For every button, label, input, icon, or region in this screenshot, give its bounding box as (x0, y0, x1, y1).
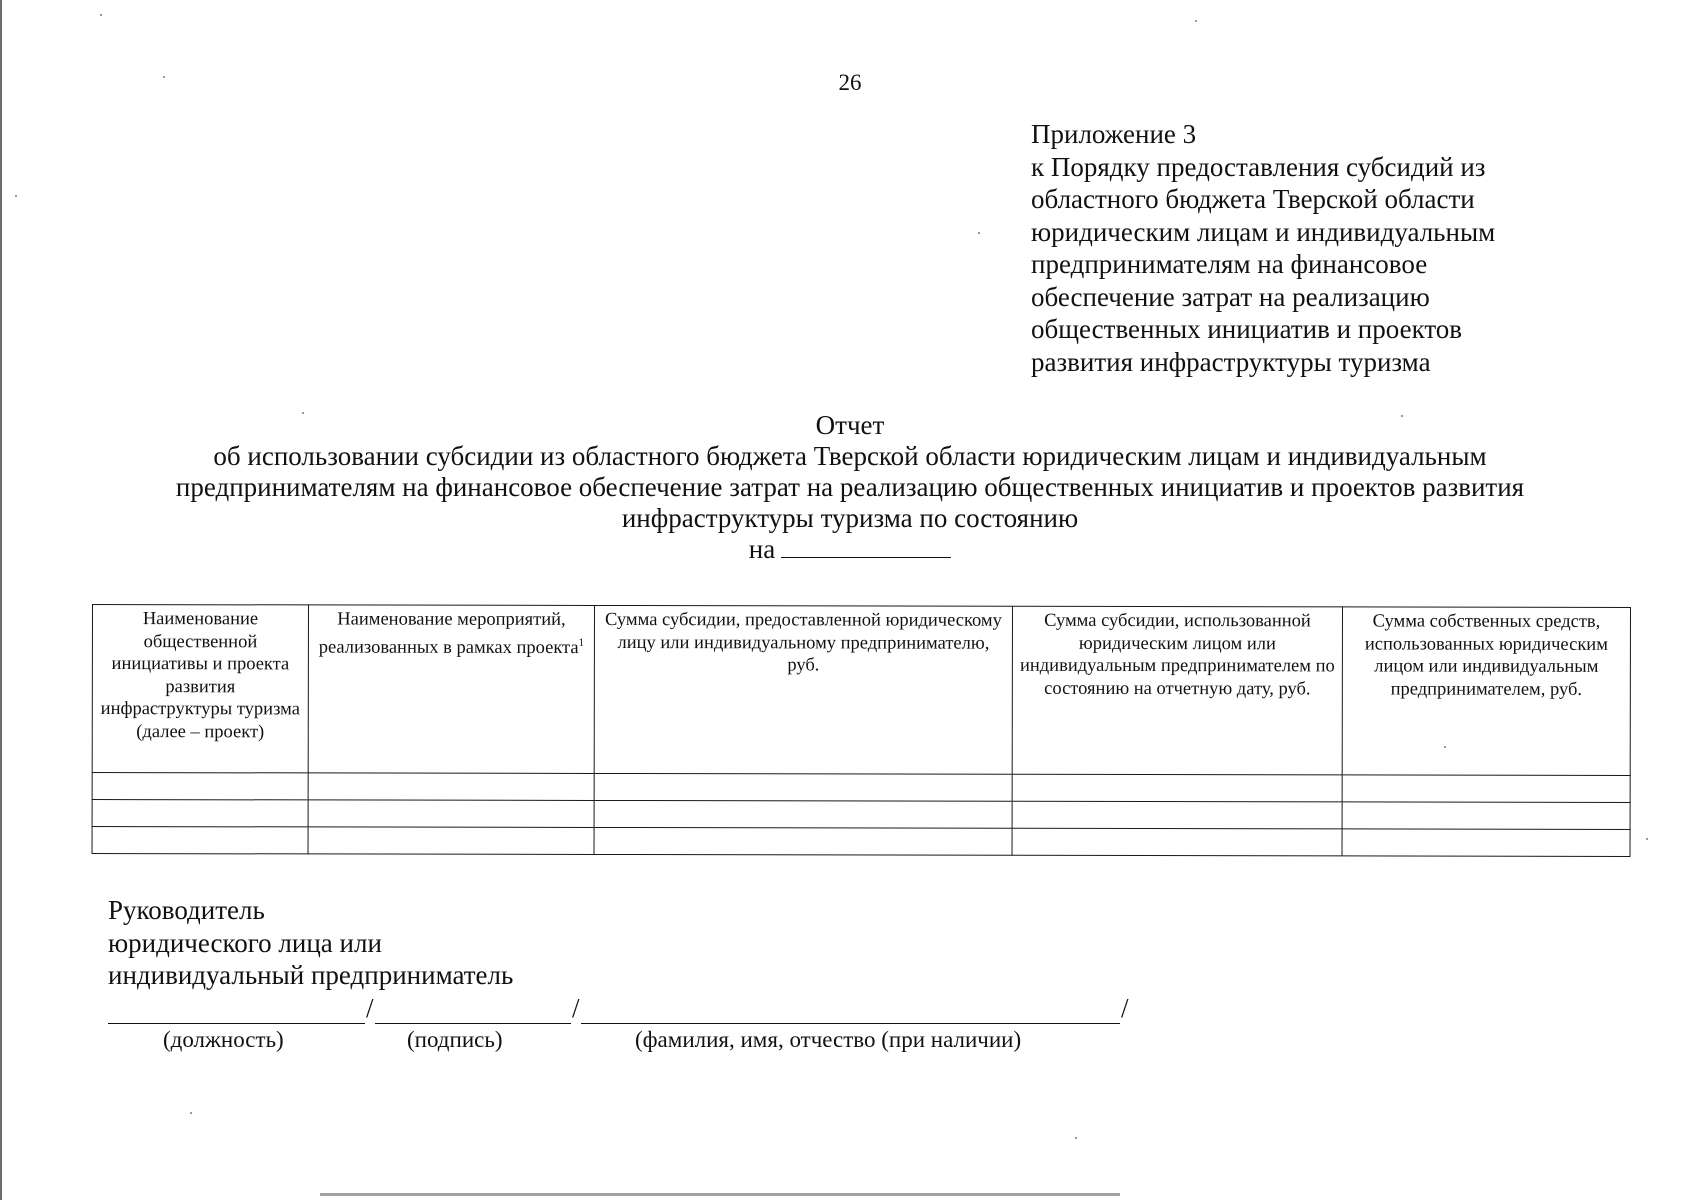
report-table (92, 604, 1631, 857)
report-subtitle-line: об использовании субсидии из областного бюджета Тверской области юридическим лицам и индивидуальным (213, 441, 1487, 471)
scan-speck (1075, 1137, 1077, 1139)
table-row (92, 773, 1630, 803)
scan-speck (1195, 20, 1197, 22)
report-title (60, 410, 1640, 565)
report-subtitle-line: инфраструктуры туризма по состоянию (621, 503, 1079, 533)
signature-title (108, 894, 513, 992)
report-date-prefix: на (748, 534, 776, 564)
scan-speck (163, 76, 165, 78)
footnote-mark: 1 (578, 636, 585, 649)
table-cell[interactable] (594, 827, 1012, 855)
scan-speck (978, 232, 980, 234)
column-header-activities: Наименование мероприятий, реализованных в рамках проекта$^1$ (308, 605, 594, 774)
scan-speck (1401, 415, 1403, 417)
appendix-line: областного бюджета Тверской области (1031, 184, 1475, 214)
scan-bleed-bottom (320, 1193, 1120, 1196)
column-header-own-funds: Сумма собственных средств, использованных юридическим лицом или индивидуальным предпринимателем, руб. (1342, 607, 1630, 776)
report-date-row (60, 534, 1640, 565)
separator-slash: / (572, 993, 580, 1023)
appendix-line: предпринимателям на финансовое (1031, 249, 1428, 279)
table-cell[interactable] (594, 773, 1012, 801)
column-header-subsidy-provided: Сумма субсидии, предоставленной юридическому лицу или индивидуальному предпринимателю, руб. (594, 605, 1012, 774)
appendix-line: общественных инициатив и проектов (1031, 314, 1463, 344)
full-name-line[interactable] (581, 1023, 1120, 1024)
page-number: 26 (838, 70, 862, 95)
column-header-subsidy-used: Сумма субсидии, использованной юридическим лицом или индивидуальным предпринимателем по состоянию на отчетную дату, руб. (1012, 606, 1342, 775)
table-cell[interactable] (1012, 801, 1342, 829)
scan-speck (15, 195, 17, 197)
column-header-project-name: Наименование общественной инициативы и проекта развития инфраструктуры туризма (далее – проект) (92, 605, 308, 773)
appendix-line: обеспечение затрат на реализацию (1031, 281, 1430, 312)
table-row (92, 827, 1630, 857)
appendix-header (1031, 118, 1671, 378)
report-subtitle-line: предпринимателям на финансовое обеспечение затрат на реализацию общественных инициатив и проектов развития (175, 472, 1525, 502)
table-cell[interactable] (92, 800, 308, 827)
scan-speck (302, 412, 304, 414)
signature-title-line: Руководитель (108, 895, 265, 925)
scan-speck (190, 1112, 192, 1114)
table-cell[interactable] (1012, 828, 1342, 856)
table-cell[interactable] (308, 800, 594, 828)
scan-speck (1444, 746, 1446, 748)
signature-title-line: юридического лица или (108, 927, 382, 958)
page-edge (0, 0, 2, 1200)
scan-speck (100, 14, 102, 16)
table-cell[interactable] (92, 773, 308, 800)
table-cell[interactable] (92, 827, 308, 854)
position-line[interactable] (108, 1023, 365, 1024)
appendix-line: к Порядку предоставления субсидий из (1031, 151, 1486, 182)
appendix-line: развития инфраструктуры туризма (1031, 346, 1431, 377)
table-cell[interactable] (1342, 802, 1630, 830)
signature-title-line: индивидуальный предприниматель (108, 960, 514, 990)
caption-signature: (подпись) (407, 1027, 503, 1052)
caption-full-name: (фамилия, имя, отчество (при наличии) (635, 1027, 1022, 1052)
scan-speck (1646, 838, 1648, 840)
separator-slash: / (366, 993, 374, 1023)
appendix-line: юридическим лицам и индивидуальным (1031, 216, 1496, 247)
table-cell[interactable] (1342, 775, 1630, 803)
separator-slash: / (1121, 993, 1129, 1023)
table-cell[interactable] (594, 800, 1012, 828)
table-row (92, 800, 1630, 830)
report-date-blank (781, 535, 951, 558)
table-cell[interactable] (308, 773, 594, 801)
table-cell[interactable] (1342, 829, 1630, 857)
appendix-line: Приложение 3 (1031, 119, 1197, 149)
caption-position: (должность) (163, 1027, 284, 1052)
table-cell[interactable] (1012, 774, 1342, 802)
table-header-row (92, 605, 1630, 776)
table-cell[interactable] (308, 827, 594, 855)
signature-line[interactable] (375, 1023, 571, 1024)
report-heading: Отчет (815, 410, 885, 440)
